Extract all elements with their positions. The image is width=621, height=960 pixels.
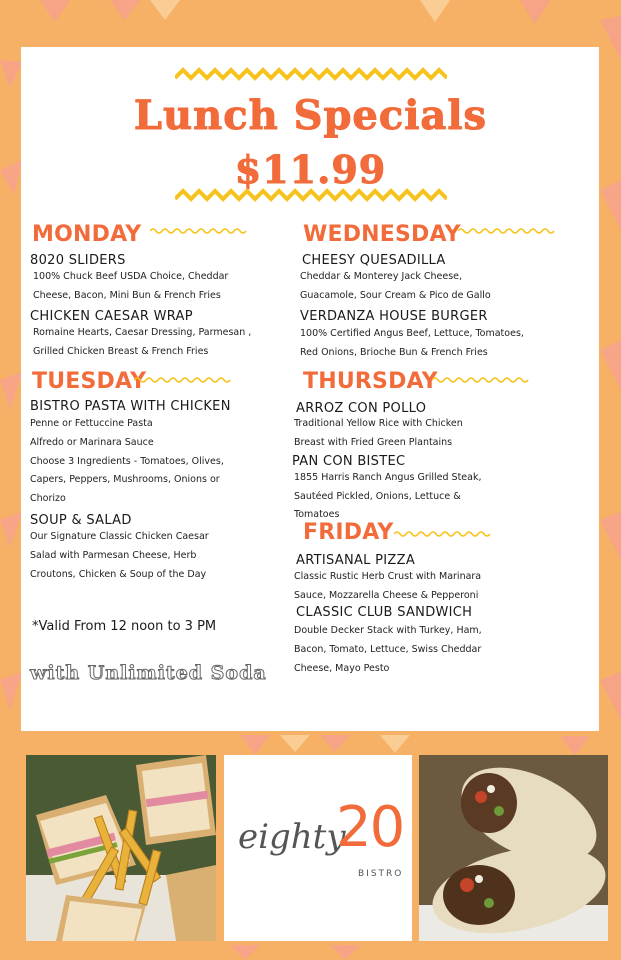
menu-item-desc-line: Penne or Fettuccine Pasta	[30, 418, 153, 429]
menu-item-name: 8020 SLIDERS	[30, 253, 126, 268]
steak-wrap-photo	[419, 755, 608, 941]
club-sandwich-photo	[26, 755, 216, 941]
menu-item-desc-line: Chorizo	[30, 493, 66, 504]
menu-item-desc-line: Salad with Parmesan Cheese, Herb	[30, 550, 197, 561]
restaurant-logo	[224, 755, 412, 941]
menu-item-desc-line: 100% Chuck Beef USDA Choice, Cheddar	[33, 271, 229, 282]
menu-item-desc-line: Croutons, Chicken & Soup of the Day	[30, 569, 207, 580]
logo-word: eighty	[238, 817, 346, 857]
menu-item-desc-line: Capers, Peppers, Mushrooms, Onions or	[30, 474, 220, 485]
squiggle-decoration	[394, 530, 494, 538]
menu-item-name: BISTRO PASTA WITH CHICKEN	[30, 399, 231, 414]
menu-item-desc-line: Tomatoes	[294, 509, 340, 520]
menu-item-desc-line: Cheddar & Monterey Jack Cheese,	[300, 271, 463, 282]
menu-item-desc-line: 1855 Harris Ranch Angus Grilled Steak,	[294, 472, 482, 483]
menu-item-desc-line: Bacon, Tomato, Lettuce, Swiss Cheddar	[294, 644, 482, 655]
menu-item-desc-line: Traditional Yellow Rice with Chicken	[294, 418, 463, 429]
menu-item-desc-line: Breast with Fried Green Plantains	[294, 437, 453, 448]
bottom-zigzag-decoration	[175, 187, 447, 203]
squiggle-decoration	[458, 227, 558, 235]
unlimited-soda-note: with Unlimited Soda	[30, 662, 267, 684]
page-title: Lunch Specials	[133, 92, 488, 139]
menu-item-name: CLASSIC CLUB SANDWICH	[296, 605, 473, 620]
top-zigzag-decoration	[175, 66, 447, 82]
menu-item-name: CHICKEN CAESAR WRAP	[30, 309, 193, 324]
menu-item-name: ARROZ CON POLLO	[296, 401, 427, 416]
menu-item-desc-line: Our Signature Classic Chicken Caesar	[30, 531, 209, 542]
logo-number: 20	[336, 795, 404, 860]
menu-item-name: CHEESY QUESADILLA	[302, 253, 446, 268]
menu-item-name: SOUP & SALAD	[30, 513, 132, 528]
day-heading-tuesday: TUESDAY	[32, 369, 147, 394]
menu-item-name: PAN CON BISTEC	[292, 454, 406, 469]
menu-item-name: ARTISANAL PIZZA	[296, 553, 416, 568]
squiggle-decoration	[432, 376, 532, 384]
day-heading-friday: FRIDAY	[303, 520, 394, 545]
menu-item-desc-line: Classic Rustic Herb Crust with Marinara	[294, 571, 482, 582]
day-heading-wednesday: WEDNESDAY	[303, 222, 461, 247]
squiggle-decoration	[150, 227, 250, 235]
day-heading-monday: MONDAY	[32, 222, 142, 247]
logo-subtitle: BISTRO	[358, 869, 404, 879]
price-heading: $11.99	[234, 147, 387, 192]
valid-hours-note: *Valid From 12 noon to 3 PM	[32, 619, 217, 634]
menu-item-desc-line: Cheese, Mayo Pesto	[294, 663, 390, 674]
menu-item-desc-line: Grilled Chicken Breast & French Fries	[33, 346, 209, 357]
menu-item-desc-line: Romaine Hearts, Caesar Dressing, Parmesan ,	[33, 327, 252, 338]
menu-item-desc-line: Sauce, Mozzarella Cheese & Pepperoni	[294, 590, 479, 601]
menu-item-desc-line: Double Decker Stack with Turkey, Ham,	[294, 625, 482, 636]
menu-item-desc-line: Choose 3 Ingredients - Tomatoes, Olives,	[30, 456, 224, 467]
menu-item-desc-line: Guacamole, Sour Cream & Pico de Gallo	[300, 290, 491, 301]
menu-item-desc-line: Cheese, Bacon, Mini Bun & French Fries	[33, 290, 221, 301]
menu-item-name: VERDANZA HOUSE BURGER	[300, 309, 488, 324]
squiggle-decoration	[134, 376, 234, 384]
menu-item-desc-line: Alfredo or Marinara Sauce	[30, 437, 154, 448]
menu-item-desc-line: 100% Certified Angus Beef, Lettuce, Tomatoes,	[300, 328, 524, 339]
day-heading-thursday: THURSDAY	[303, 369, 438, 394]
menu-item-desc-line: Sautéed Pickled, Onions, Lettuce &	[294, 491, 461, 502]
menu-item-desc-line: Red Onions, Brioche Bun & French Fries	[300, 347, 488, 358]
